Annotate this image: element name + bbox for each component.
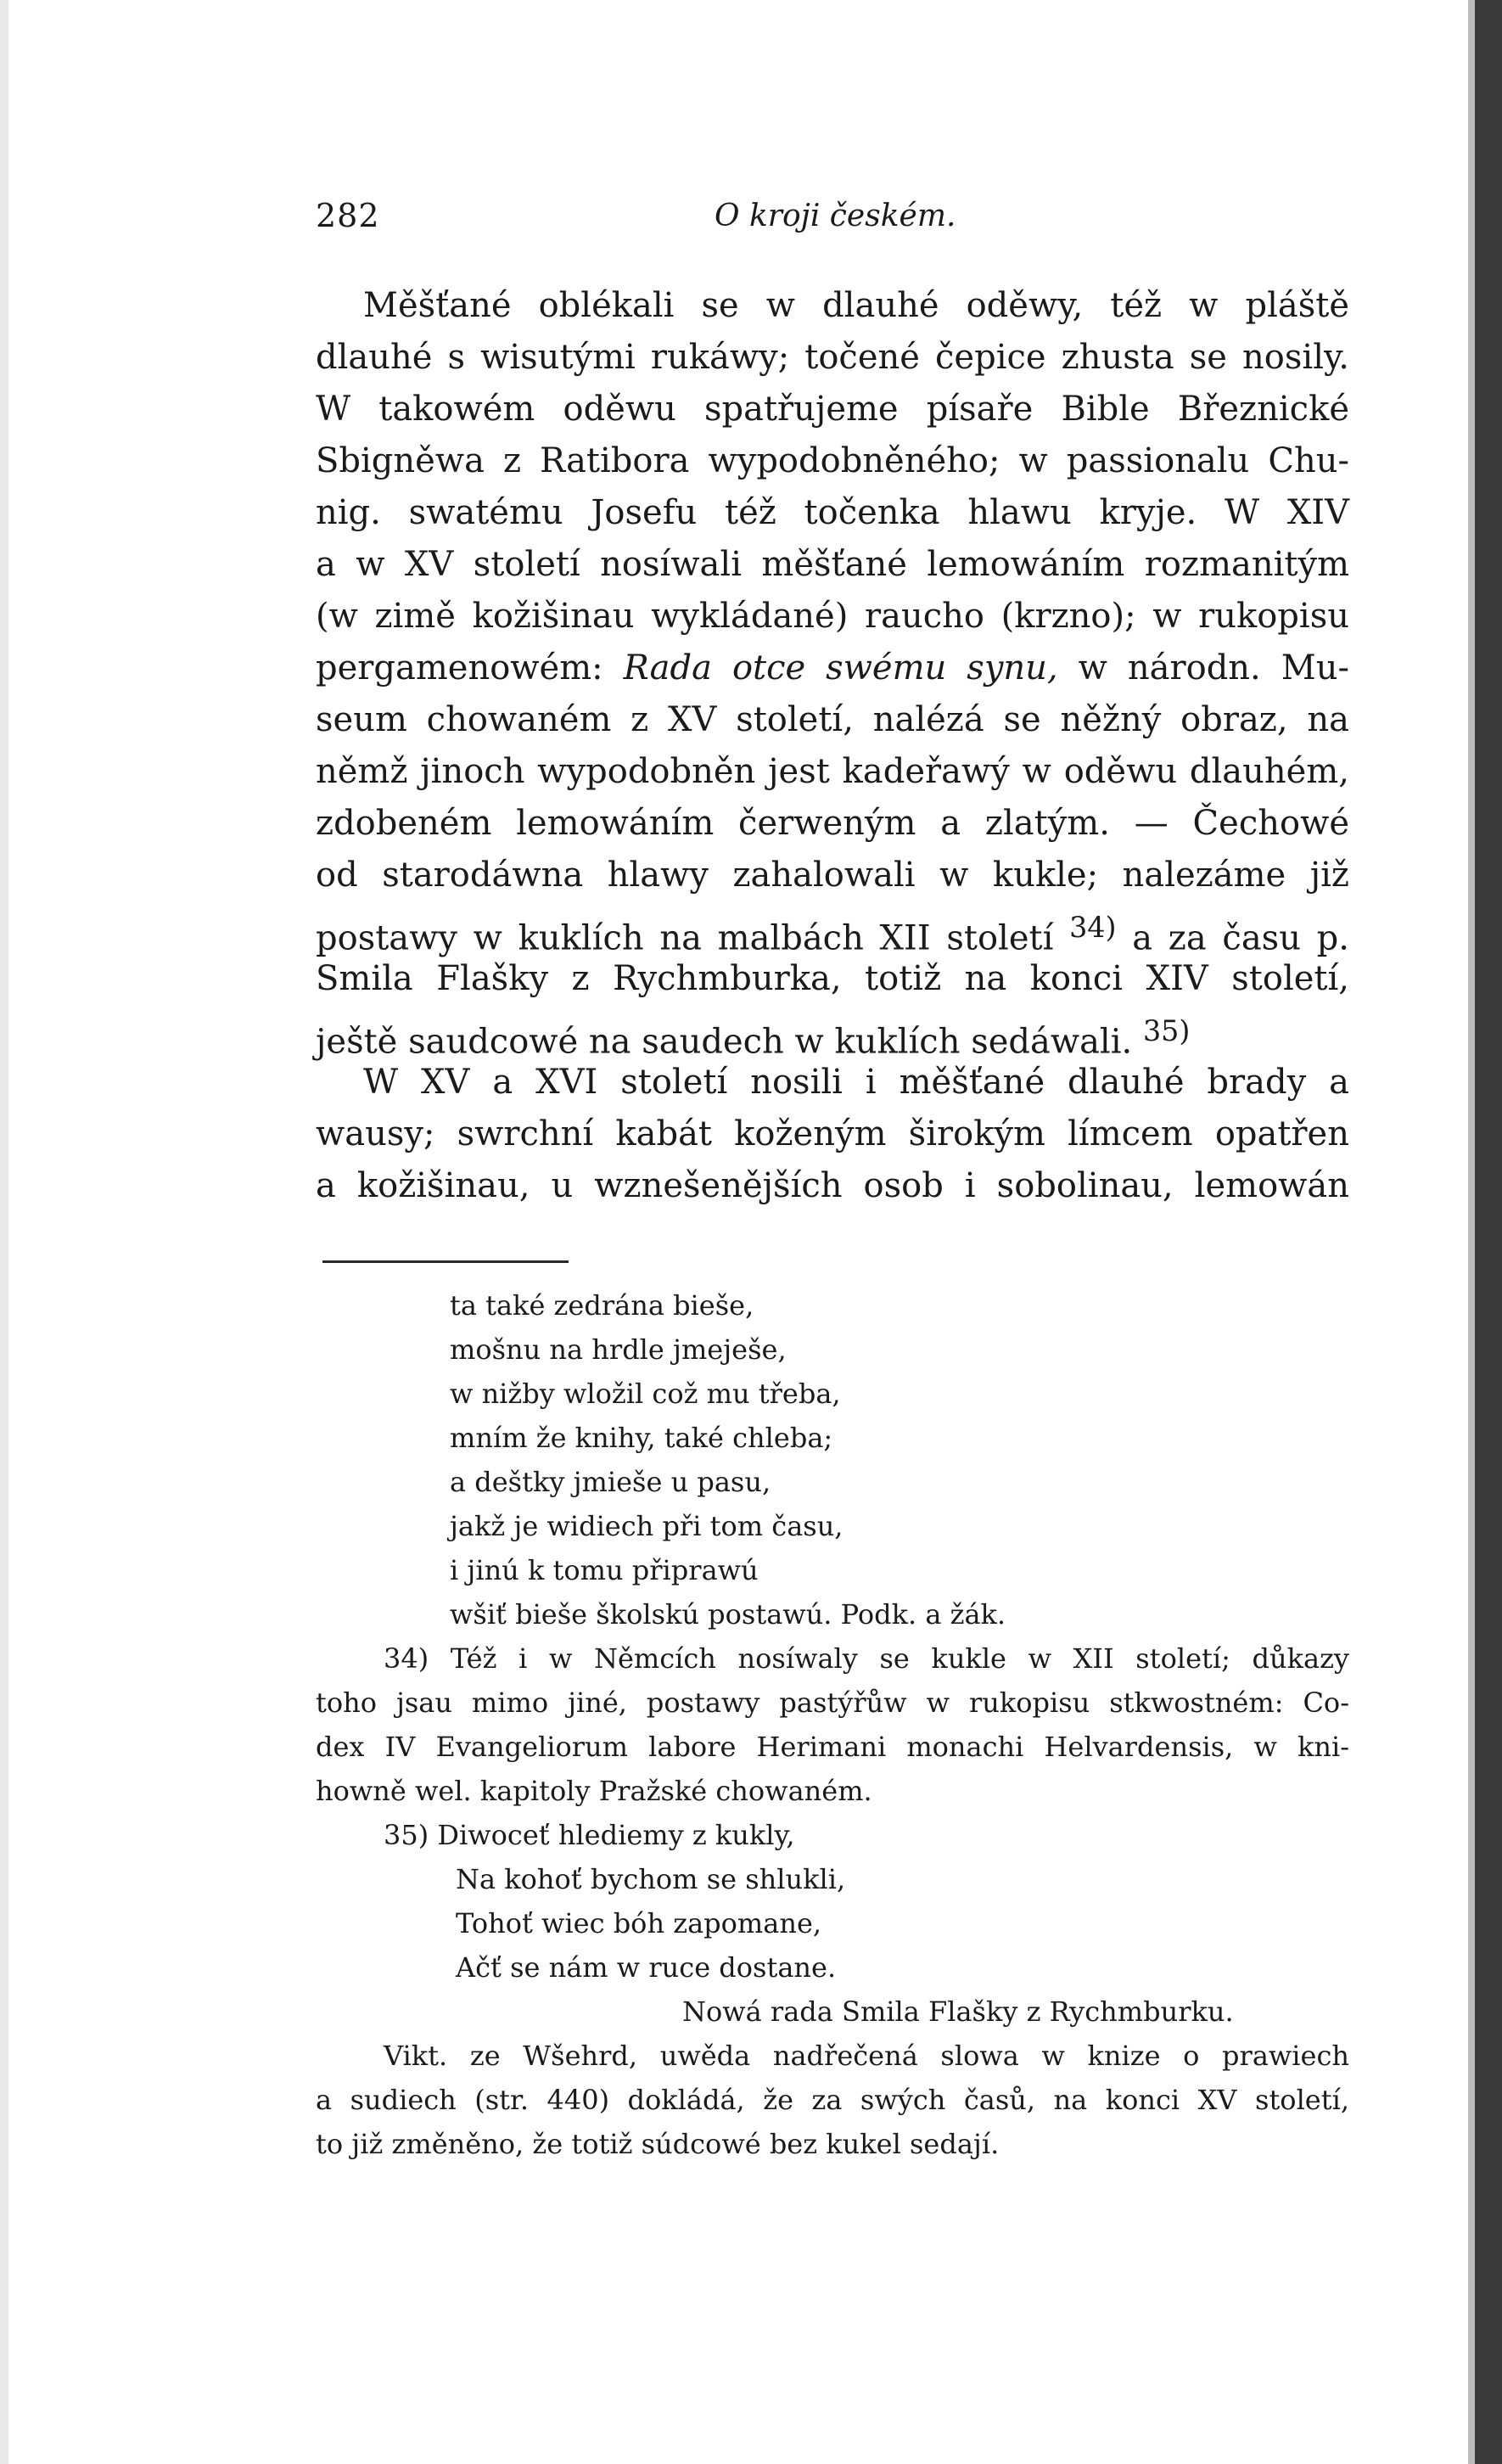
verse-line: mošnu na hrdle jmeješe, [450,1333,787,1366]
text-line: němž jinoch wypodobněn jest kadeřawý w oděwu dlauhém, [316,752,1349,791]
closing-line: Vikt. ze Wšehrd, uwěda nadřečená slowa w knize o prawiech [384,2040,1349,2072]
verse-line: Na kohoť bychom se shlukli, [456,1863,846,1895]
closing-line: to již změněno, že totiž súdcowé bez kukel sedají. [316,2128,1000,2160]
scan-right-shadow [1468,0,1475,2464]
page-header [316,197,1349,248]
text-line-with-title [316,643,1349,694]
verse-line: Ačť se nám w ruce dostane. [456,1951,837,1984]
scan-left-edge [0,0,8,2464]
text-line: Měšťané oblékali se w dlauhé oděwy, též w pláště [363,286,1349,325]
text-line: W XV a XVI století nosili i měšťané dlauhé brady a [363,1063,1349,1102]
scan-right-edge [1475,0,1502,2464]
verse-line: ta také zedrána bieše, [450,1289,754,1322]
footnote-35-first [316,1813,1349,1857]
text-line: Smila Flašky z Rychmburka, totiž na konci XIV století, [316,959,1349,998]
footnote-34-line: howně wel. kapitoly Pražské chowaném. [316,1775,872,1807]
text-segment: ještě saudcowé na saudech w kuklích sedáwali. [316,1022,1133,1062]
footnote-34-line: dex IV Evangeliorum labore Herimani monachi Helvardensis, w kni- [316,1731,1349,1763]
running-title: O kroji českém. [715,199,956,233]
footnote-ref-34[interactable]: 34) [1069,911,1117,944]
verse-line: a deštky jmieše u pasu, [450,1466,771,1498]
text-line: seum chowaném z XV století, nalézá se něžný obraz, na [316,700,1349,739]
text-line: od starodáwna hlawy zahalowali w kukle; nalezáme již [316,856,1349,895]
main-text [316,280,1349,1212]
text-line: a kožišinau, u wznešenějších osob i sobolinau, lemowán [316,1166,1349,1205]
text-line: zdobeném lemowáním čerweným a zlatým. — Čechowé [316,804,1349,843]
text-segment: w národn. Mu- [1057,648,1350,688]
footnote-35-label: 35) [384,1819,429,1851]
footnote-ref-35[interactable]: 35) [1142,1014,1191,1047]
text-line-with-ref [316,1005,1349,1062]
verse-line: Tohoť wiec bóh zapomane, [456,1907,822,1939]
text-line: a w XV století nosíwali měšťané lemowáním rozmanitým [316,545,1349,584]
verse-line: Diwoceť hlediemy z kukly, [437,1819,795,1851]
page-number: 282 [316,197,380,234]
work-title: Rada otce swému synu, [623,648,1058,688]
footnote-34-line: toho jsau mimo jiné, postawy pastýřůw w rukopisu stkwostném: Co- [316,1687,1349,1719]
text-segment: pergamenowém: [316,648,624,688]
verse-line: mním že knihy, také chleba; [450,1422,833,1454]
text-segment: a za času p. [1116,918,1349,958]
text-line: Sbigněwa z Ratibora wypodobněného; w passionalu Chu- [316,441,1349,480]
footnotes [316,1283,1349,2166]
text-line: wausy; swrchní kabát koženým širokým límcem opatřen [316,1114,1349,1153]
text-line: W takowém oděwu spatřujeme písaře Bible Březnické [316,390,1349,429]
text-line-with-ref [316,901,1349,958]
footnote-34-line: 34) Též i w Němcích nosíwaly se kukle w XII století; důkazy [384,1642,1349,1675]
text-line: (w zimě kožišinau wykládané) raucho (krzno); w rukopisu [316,597,1349,636]
text-line: dlauhé s wisutými rukáwy; točené čepice zhusta se nosily. [316,338,1349,377]
verse-line: jakž je widiech při tom času, [450,1510,843,1542]
closing-line: a sudiech (str. 440) dokládá, že za swých časů, na konci XV století, [316,2084,1349,2116]
verse-line: w nižby wložil což mu třeba, [450,1378,841,1410]
text-line: nig. swatému Josefu též točenka hlawu kryje. W XIV [316,493,1349,532]
verse-line: wšiť bieše školskú postawú. Podk. a žák. [450,1598,1006,1631]
verse-source: Nowá rada Smila Flašky z Rychmburku. [682,1995,1234,2028]
footnote-rule [322,1260,569,1263]
verse-line: i jinú k tomu připrawú [450,1554,759,1586]
text-segment: postawy w kuklích na malbách XII století [316,918,1054,958]
